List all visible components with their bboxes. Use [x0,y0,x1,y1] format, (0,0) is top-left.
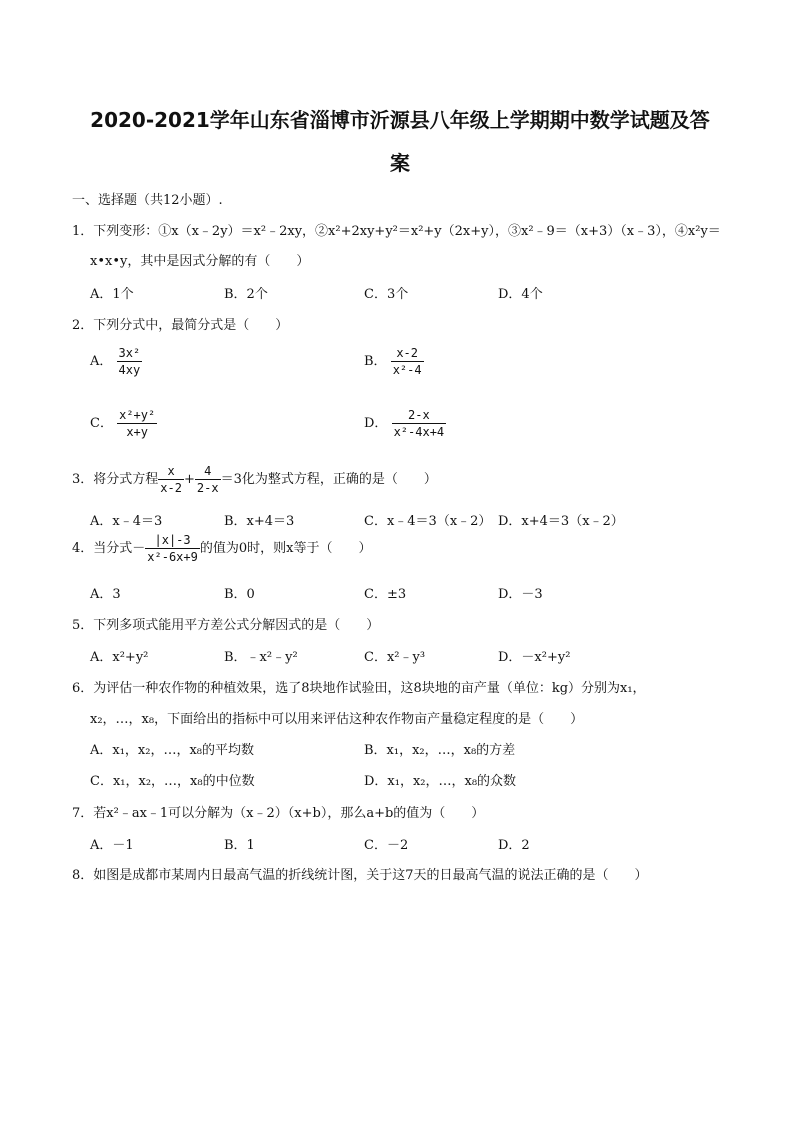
question-6-line-1: 6．为评估一种农作物的种植效果，选了8块地作试验田，这8块地的亩产量（单位：kg）分别为x₁， [72,681,646,696]
question-1-option-c: C．3个 [364,287,409,302]
question-3-option-c: C．x﹣4＝3（x﹣2） [364,514,492,529]
page-title-line-2: 案 [390,151,410,175]
question-1-option-d: D．4个 [498,287,543,302]
question-3-stem [72,464,437,495]
question-6-option-b: B．x₁，x₂，…，x₈的方差 [364,743,516,758]
question-2-option-a [90,346,142,377]
question-2-option-d [364,408,446,439]
question-4-option-b: B．0 [224,587,255,602]
question-4-option-d: D．－3 [498,587,543,602]
question-7-option-d: D．2 [498,838,530,853]
option-label: D． [364,416,388,431]
denominator: x-2 [160,481,182,495]
denominator: x²-6x+9 [147,550,198,564]
question-4-stem [72,533,371,564]
question-6-option-c: C．x₁，x₂，…，x₈的中位数 [90,774,255,789]
question-5-option-c: C．x²﹣y³ [364,650,426,665]
question-6-option-d: D．x₁，x₂，…，x₈的众数 [364,774,517,789]
question-2-option-b [364,346,424,377]
question-1-line-1: 1．下列变形：①x（x﹣2y）＝x²﹣2xy，②x²+2xy+y²＝x²+y（2x+y），③x²﹣9＝（x+3）（x﹣3），④x²y＝ [72,224,721,239]
fraction [145,533,200,564]
plus-sign: + [183,472,195,487]
question-3-option-a: A．x﹣4＝3 [90,514,163,529]
question-7-option-a: A．－1 [90,838,134,853]
denominator: x²-4x+4 [393,425,445,439]
option-label: C． [90,416,113,431]
question-4-option-c: C．±3 [364,587,407,602]
question-8-stem: 8．如图是成都市某周内日最高气温的折线统计图，关于这7天的日最高气温的说法正确的是（ ） [72,868,648,883]
question-1-option-a: A．1个 [90,287,134,302]
fraction [195,464,221,495]
denominator: 4xy [118,363,141,377]
question-7-option-c: C．－2 [364,838,409,853]
numerator: 3x² [118,346,141,360]
denominator: x²-4 [392,363,422,377]
fraction [392,408,447,439]
question-2-option-c [90,408,157,439]
question-1-option-b: B．2个 [224,287,268,302]
numerator: 2-x [392,408,447,424]
question-7-option-b: B．1 [224,838,255,853]
question-7-stem: 7．若x²﹣ax﹣1可以分解为（x﹣2）（x+b），那么a+b的值为（ ） [72,806,485,821]
denominator: 2-x [196,481,219,495]
question-3-option-b: B．x+4＝3 [224,514,295,529]
question-5-option-d: D．－x²+y² [498,650,571,665]
numerator: |x|-3 [145,533,200,549]
option-label: A． [90,354,113,369]
fraction [117,408,157,439]
stem-prefix: 4．当分式－ [72,541,146,556]
stem-suffix: ＝3化为整式方程，正确的是（ ） [220,472,437,487]
question-2-stem: 2．下列分式中，最简分式是（ ） [72,318,289,333]
numerator: 4 [195,464,221,480]
question-5-stem: 5．下列多项式能用平方差公式分解因式的是（ ） [72,618,380,633]
fraction [391,346,424,377]
fraction [158,464,184,495]
question-3-option-d: D．x+4＝3（x﹣2） [498,514,624,529]
question-6-option-a: A．x₁，x₂，…，x₈的平均数 [90,743,255,758]
denominator: x+y [126,425,148,439]
question-4-option-a: A．3 [90,587,121,602]
page-title-line-1: 2020-2021学年山东省淄博市沂源县八年级上学期期中数学试题及答 [90,108,710,132]
stem-suffix: 的值为0时，则x等于（ ） [199,541,372,556]
numerator: x [158,464,184,480]
stem-prefix: 3．将分式方程 [72,472,159,487]
numerator: x-2 [391,346,424,362]
section-heading: 一、选择题（共12小题）. [72,193,223,208]
question-1-line-2: x•x•y，其中是因式分解的有（ ） [90,254,310,269]
question-6-line-2: x₂，…，x₈，下面给出的指标中可以用来评估这种农作物亩产量稳定程度的是（ ） [90,712,584,727]
question-5-option-b: B．﹣x²﹣y² [224,650,298,665]
option-label: B． [364,354,387,369]
fraction [117,346,143,377]
numerator: x²+y² [119,408,156,422]
question-5-option-a: A．x²+y² [90,650,149,665]
